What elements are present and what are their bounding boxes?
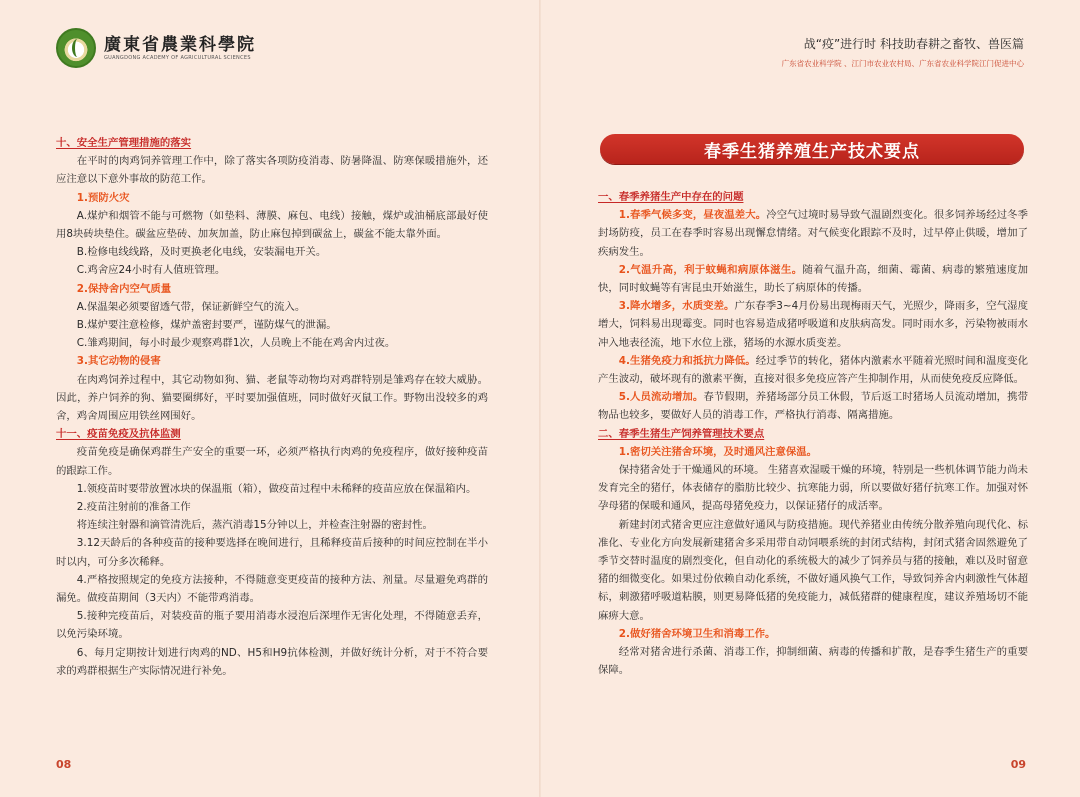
measure-1-heading: 1.密切关注猪舍环境，及时通风注意保温。 — [618, 445, 818, 458]
section-11-intro: 疫苗免疫是确保鸡群生产安全的重要一环，必须严格执行肉鸡的免疫程序，做好接种疫苗的跟踪工作。 — [56, 446, 488, 477]
problem-1 — [598, 206, 1028, 261]
measure-2-heading: 2.做好猪舍环境卫生和消毒工作。 — [618, 627, 776, 640]
vaccine-item-4: 4.严格按照规定的免疫方法接种，不得随意变更疫苗的接种方法、剂量。尽量避免鸡群的漏免。做疫苗期间（3天内）不能带鸡消毒。 — [56, 573, 488, 605]
problem-2 — [598, 261, 1028, 297]
fire-item-b: B.检修电线线路，及时更换老化电线，安装漏电开关。 — [76, 246, 327, 259]
problem-1-heading: 1.春季气候多变，昼夜温差大。 — [618, 209, 767, 222]
problem-4 — [598, 352, 1028, 388]
measure-2-text: 经常对猪舍进行杀菌、消毒工作，抑制细菌、病毒的传播和扩散，是春季生猪生产的重要保障。 — [598, 646, 1028, 677]
vaccine-item-3: 3.12天龄后的各种疫苗的接种要选择在晚间进行，且稀释疫苗后接种的时间应控制在半小时以内，可分多次稀释。 — [56, 537, 488, 568]
problem-1-text: 冷空气过境时易导致气温剧烈变化。很多饲养场经过冬季封场防疫，员工在春季时容易出现懈怠情绪。对气候变化跟踪不及时，过早停止供暖，增加了疾病发生。 — [598, 209, 1029, 258]
article-title-banner: 春季生猪养殖生产技术要点 — [600, 134, 1024, 164]
air-quality-title: 2.保持舍内空气质量 — [76, 282, 172, 295]
part-1-title: 一、春季养猪生产中存在的问题 — [598, 191, 744, 203]
vaccine-item-6: 6、每月定期按计划进行肉鸡的ND、H5和H9抗体检测，并做好统计分析，对于不符合要求的鸡群根据生产实际情况进行补免。 — [56, 646, 488, 677]
problem-4-heading: 4.生猪免疫力和抵抗力降低。 — [618, 354, 756, 367]
header-subtitle: 广东省农业科学院 、江门市农业农村局、广东省农业科学院江门促进中心 — [781, 59, 1024, 68]
fire-item-c: C.鸡舍应24小时有人值班管理。 — [76, 264, 226, 277]
problem-3-heading: 3.降水增多，水质变差。 — [618, 300, 735, 313]
air-item-a: A.保温架必须要留透气带，保证新鲜空气的流入。 — [76, 300, 306, 313]
logo-chinese-name: 廣東省農業科學院 — [104, 35, 256, 55]
part-2-title: 二、春季生猪生产饲养管理技术要点 — [598, 427, 765, 440]
fire-prevention-title: 1.预防火灾 — [76, 191, 130, 204]
vaccine-item-1: 1.领疫苗时要带放置冰块的保温瓶（箱），做疫苗过程中未稀释的疫苗应放在保温箱内。 — [76, 482, 477, 495]
problem-2-heading: 2.气温升高，利于蚊蝇和病原体滋生。 — [618, 263, 803, 276]
problem-3-text: 广东春季3~4月份易出现梅雨天气，光照少，降雨多，空气湿度增大，饲料易出现霉变。同时也容易造成猪呼吸道和皮肤病高发。同时雨水多，污染物被雨水冲入地表径流，地下水位上涨，猪场的水源水质变差。 — [598, 300, 1028, 349]
problem-5-heading: 5.人员流动增加。 — [618, 391, 704, 404]
section-10-title: 十、安全生产管理措施的落实 — [56, 137, 192, 149]
right-page — [540, 0, 1080, 797]
animal-threat-text: 在肉鸡饲养过程中，其它动物如狗、猫、老鼠等动物均对鸡群特别是雏鸡存在较大威胁。因此，养户饲养的狗、猫要圈绑好，平时要加强值班，同时做好灭鼠工作。野物出没较多的鸡舍，鸡舍周围应用铁丝网围好。 — [56, 373, 488, 423]
section-11-title: 十一、疫苗免疫及抗体监测 — [56, 428, 181, 441]
problem-2-text: 随着气温升高，细菌、霉菌、病毒的繁殖速度加快，同时蚊蝇等有害昆虫开始滋生，助长了病原体的传播。 — [598, 263, 1029, 295]
problem-3 — [598, 297, 1028, 352]
page-number-left: 08 — [56, 758, 72, 771]
vaccine-item-5: 5.接种完疫苗后，对装疫苗的瓶子要用消毒水浸泡后深埋作无害化处理，不得随意丢弃，以免污染环境。 — [56, 610, 488, 641]
air-item-c: C.雏鸡期间，每小时最少观察鸡群1次，人员晚上不能在鸡舍内过夜。 — [76, 337, 396, 350]
measure-1-text-2: 新建封闭式猪舍更应注意做好通风与防疫措施。现代养猪业由传统分散养殖向现代化、标准化、专业化方向发展新建猪舍多采用带自动饲喂系统的封闭式结构，封闭式猪舍固然避免了季节交替时温度的剧烈变化，但自动化的系统极大的减少了饲养员与猪的接触，难以及时留意猪的细微变化。如果过份依赖自动化系统，不做好通风换气工作，导致饲养舍内刺激性气体超标，刺激猪呼吸道粘膜，则更易降低猪的免疫能力，减低猪群的健康程度，建议养殖场切不能麻痹大意。 — [598, 518, 1028, 622]
measure-1-text: 保持猪舍处于干燥通风的环境。 生猪喜欢湿暖干燥的环境，特别是一些机体调节能力尚未发育完全的猪仔，体表储存的脂肪比较少、抗寒能力弱，所以要做好猪仔抗寒工作。加强对怀孕母猪的保暖和通风，提高母猪免疫力，以保证猪仔的成活率。 — [598, 464, 1028, 513]
fire-item-a: A.煤炉和烟管不能与可燃物（如垫料、薄膜、麻包、电线）接触，煤炉或油桶底部最好使用8块砖块垫住。碳盆应垫砖、加灰加盖，防止麻包掉到碳盆上，碳盆不能太靠外面。 — [56, 209, 488, 241]
problem-4-text: 经过季节的转化，猪体内激素水平随着光照时间和温度变化产生波动，破坏现有的激素平衡，直接对很多免疫应答产生抑制作用，从而使免疫反应降低。 — [598, 354, 1028, 386]
page-number-right: 09 — [1010, 758, 1026, 771]
right-column — [598, 188, 1028, 679]
animal-threat-title: 3.其它动物的侵害 — [76, 355, 161, 368]
section-10-intro: 在平时的肉鸡饲养管理工作中，除了落实各项防疫消毒、防暑降温、防寒保暖措施外，还应注意以下意外事故的防范工作。 — [56, 155, 488, 186]
left-column — [56, 134, 488, 680]
problem-5-text: 春节假期，养猪场部分员工休假，节后返工时猪场人员流动增加，携带物品也较多，要做好人员的消毒工作，严格执行消毒、隔离措施。 — [598, 391, 1029, 422]
vaccine-item-2-text: 将连续注射器和滴管清洗后，蒸汽消毒15分钟以上，并检查注射器的密封性。 — [76, 519, 433, 532]
header-title: 战“疫”进行时 科技助春耕之畜牧、兽医篇 — [803, 37, 1024, 51]
vaccine-item-2: 2.疫苗注射前的准备工作 — [76, 501, 191, 514]
problem-5 — [598, 388, 1028, 424]
logo-english-name: GUANGDONG ACADEMY OF AGRICULTURAL SCIENCES — [104, 55, 251, 61]
air-item-b: B.煤炉要注意检修，煤炉盖密封要严，谨防煤气的泄漏。 — [76, 319, 337, 332]
